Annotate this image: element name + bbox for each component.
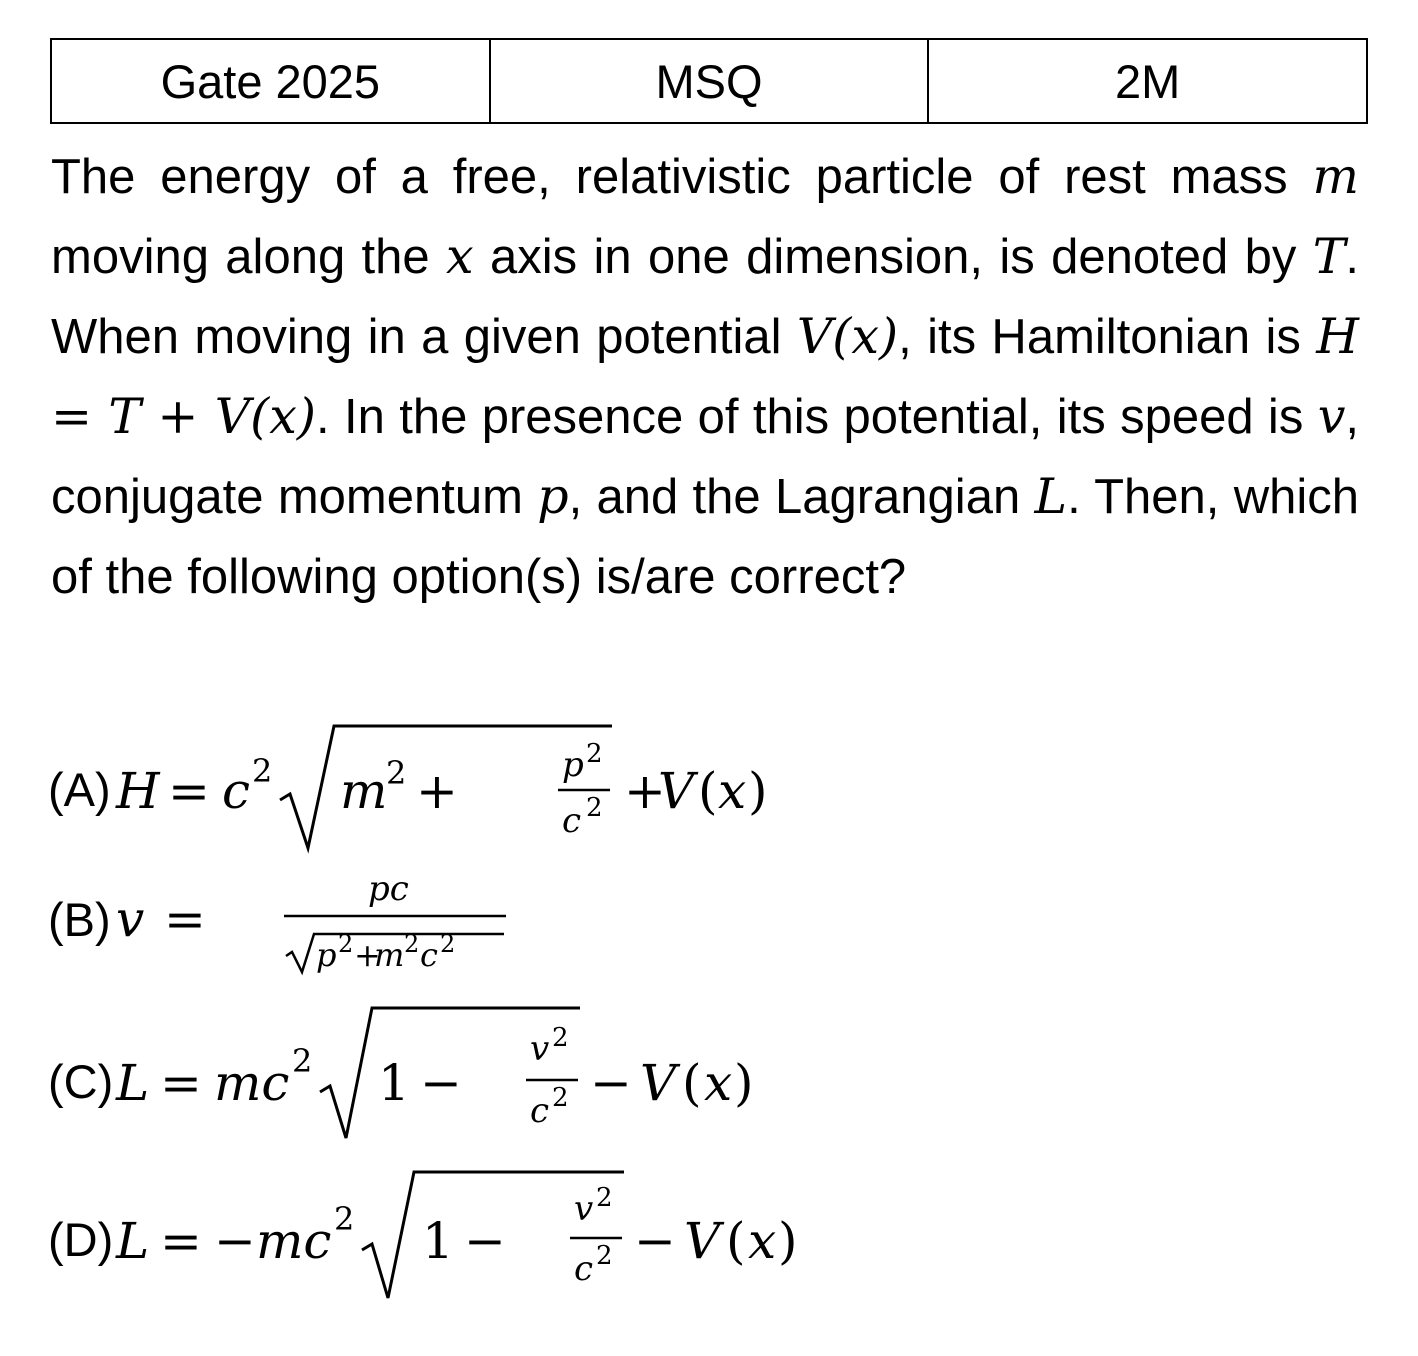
option-d-label: (D) [48, 1213, 114, 1266]
svg-text:2: 2 [334, 1200, 355, 1238]
svg-text:V: V [640, 1054, 677, 1112]
exam-name-cell: Gate 2025 [51, 39, 490, 123]
svg-text:2: 2 [586, 739, 603, 769]
option-d-formula [116, 1166, 816, 1306]
svg-text:(: ( [698, 762, 718, 820]
svg-text:): ) [734, 1054, 754, 1112]
svg-text:V: V [658, 762, 695, 820]
symbol-m: m [1312, 148, 1359, 205]
svg-text:+: + [354, 936, 381, 974]
svg-text:c: c [530, 1091, 550, 1131]
svg-text:v: v [530, 1029, 550, 1069]
question-type-cell: MSQ [490, 39, 929, 123]
svg-text:x: x [704, 1054, 733, 1112]
svg-text:p: p [562, 745, 584, 785]
svg-text:2: 2 [338, 930, 354, 958]
svg-text:2: 2 [386, 754, 407, 792]
svg-text:2: 2 [552, 1023, 569, 1053]
symbol-v: v [1317, 388, 1346, 445]
svg-text:−: − [634, 1212, 676, 1270]
svg-text:mc: mc [256, 1212, 332, 1270]
svg-text:): ) [748, 762, 768, 820]
option-c-label: (C) [48, 1055, 114, 1108]
svg-text:=: = [160, 1054, 202, 1112]
svg-text:x: x [748, 1212, 777, 1270]
symbol-T: T [1312, 228, 1346, 285]
svg-text:L: L [116, 1212, 150, 1270]
option-b-label: (B) [48, 893, 111, 946]
option-a[interactable] [48, 720, 768, 860]
symbol-L: L [1034, 468, 1068, 525]
question-text: The energy of a free, relativistic particle of rest mass m moving along the x axis in one dimension, is denoted by T. When moving in a given potential V(x), its Hamiltonian is H = T + V(x). In the presence of this potential, its speed is v, conjugate momentum p, and the Lagrangian L. Then, which of the following option(s) is/are correct? [51, 148, 1360, 604]
svg-text:m: m [374, 936, 405, 974]
svg-text:+: + [624, 762, 666, 820]
svg-text:2: 2 [596, 1241, 613, 1271]
svg-text:(: ( [682, 1054, 702, 1112]
svg-text:v: v [116, 890, 145, 948]
question-header-table [50, 38, 1368, 124]
svg-text:=: = [164, 890, 206, 948]
svg-text:+: + [416, 762, 458, 820]
svg-text:2: 2 [552, 1083, 569, 1113]
svg-text:(: ( [726, 1212, 746, 1270]
option-a-formula [116, 720, 768, 860]
marks-cell: 2M [928, 39, 1367, 123]
svg-text:2: 2 [252, 752, 273, 790]
svg-text:c: c [420, 936, 438, 974]
svg-text:−: − [420, 1054, 462, 1112]
svg-text:2: 2 [586, 793, 603, 823]
svg-text:2: 2 [596, 1183, 613, 1213]
symbol-Vx: V(x) [796, 308, 899, 365]
svg-text:V: V [684, 1212, 721, 1270]
hamiltonian-equation: H = T + V(x) [51, 308, 1359, 445]
option-a-label: (A) [48, 763, 111, 816]
svg-text:=: = [160, 1212, 202, 1270]
svg-text:x: x [718, 762, 747, 820]
svg-text:m: m [340, 762, 388, 820]
option-b-formula [116, 862, 516, 982]
option-d[interactable] [48, 1166, 808, 1306]
svg-text:c: c [222, 762, 251, 820]
svg-text:): ) [778, 1212, 798, 1270]
svg-text:L: L [116, 1054, 150, 1112]
svg-text:=: = [168, 762, 210, 820]
svg-text:p: p [316, 936, 337, 974]
svg-text:−: − [464, 1212, 506, 1270]
symbol-p: p [537, 468, 569, 525]
option-b[interactable] [48, 862, 508, 982]
symbol-x: x [446, 228, 474, 285]
svg-text:pc: pc [368, 869, 409, 909]
svg-text:v: v [574, 1189, 594, 1229]
svg-text:c: c [574, 1249, 594, 1289]
svg-text:2: 2 [440, 930, 456, 958]
svg-text:−: − [214, 1212, 256, 1270]
option-c[interactable] [48, 1000, 768, 1140]
svg-text:c: c [562, 801, 582, 841]
svg-text:2: 2 [292, 1042, 313, 1080]
svg-text:−: − [590, 1054, 632, 1112]
svg-text:1: 1 [422, 1212, 454, 1270]
svg-text:1: 1 [378, 1054, 410, 1112]
svg-text:mc: mc [214, 1054, 290, 1112]
svg-text:2: 2 [404, 930, 420, 958]
svg-text:H: H [116, 762, 160, 820]
option-c-formula [116, 1000, 754, 1140]
